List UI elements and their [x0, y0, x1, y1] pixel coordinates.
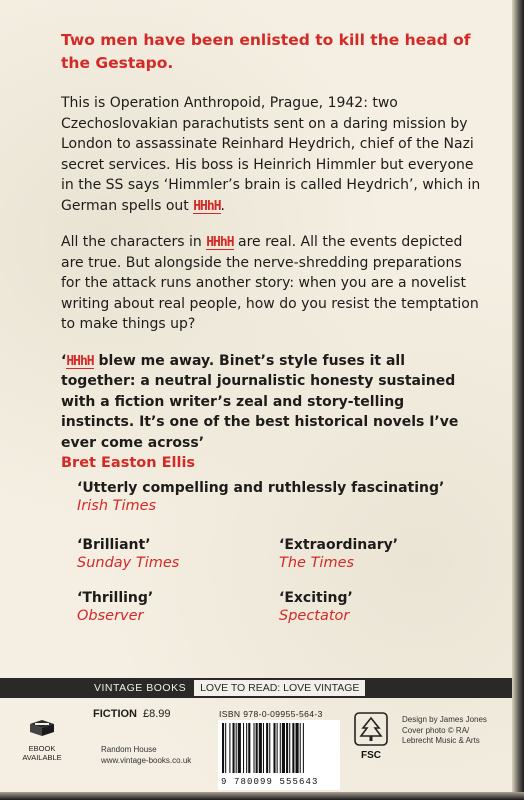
ebook-label-line2: AVAILABLE: [22, 753, 62, 762]
review-quote-source: The Times: [279, 555, 355, 571]
review-quote-spectator: [279, 590, 353, 624]
publisher-banner: [0, 678, 512, 698]
credit-photo-line2: Lebrecht Music & Arts: [402, 736, 480, 745]
review-quote-source: Sunday Times: [77, 555, 180, 571]
publisher-info: [101, 744, 191, 766]
synopsis-paragraph-1-text: This is Operation Anthropoid, Prague, 1942: two Czechoslovakian parachutists sent on a daring mission by London to assassinate Reinhard Heydrich, chief of the Nazi secret services. His boss is Heinrich Himmler but everyone in the SS says ‘Himmler’s brain is called Heydrich’, which in German spells out: [61, 95, 481, 214]
credit-photo-line1: Cover photo © RA/: [402, 725, 470, 735]
cover-credits: [402, 715, 487, 747]
back-cover-footer: [0, 698, 512, 792]
category-price: [93, 708, 171, 720]
review-quote-observer: [77, 590, 153, 624]
main-quote: [61, 351, 481, 454]
review-quote-text: ‘Exciting’: [279, 590, 353, 606]
ebook-device-icon: [27, 718, 57, 740]
hhhh-title-mark: HHhH: [66, 353, 94, 369]
publisher-website: www.vintage-books.co.uk: [101, 756, 192, 765]
review-quote-irish-times: [77, 480, 444, 514]
review-quote-source: Observer: [77, 608, 144, 624]
synopsis-paragraph-1-end: .: [220, 197, 225, 214]
synopsis-paragraph-1: [61, 93, 481, 216]
ebook-label-line1: EBOOK: [28, 744, 56, 753]
ebook-available-badge: [14, 718, 70, 762]
isbn-label: ISBN 978-0-09955-564-3: [219, 709, 323, 719]
vintage-books-brand: VINTAGE BOOKS: [94, 682, 187, 694]
review-quote-text: ‘Brilliant’: [77, 537, 151, 553]
review-quote-the-times: [279, 537, 398, 571]
review-quote-text: ‘Utterly compelling and ruthlessly fascinating’: [77, 480, 445, 496]
review-quote-text: ‘Extraordinary’: [279, 537, 399, 553]
synopsis-paragraph-2-text: are real. All the events depicted are true. But alongside the nerve-shredding preparations for the attack runs another story: when you are a novelist writing about real people, how do you resist the temptation to make things up?: [61, 234, 479, 332]
fsc-label: FSC: [361, 750, 381, 761]
fsc-logo: [353, 712, 389, 761]
barcode-digits: 9 780099 555643: [221, 777, 319, 787]
banner-tagline: LOVE TO READ: LOVE VINTAGE: [194, 680, 365, 696]
cover-text: [61, 29, 481, 485]
review-quote-text: ‘Thrilling’: [77, 590, 154, 606]
fsc-tree-icon: [354, 712, 388, 746]
main-quote-source: Bret Easton Ellis: [61, 455, 196, 471]
category-label: FICTION: [93, 708, 137, 720]
publisher-name: Random House: [101, 745, 157, 754]
book-edge-right: [512, 0, 524, 800]
hhhh-title-mark: HHhH: [206, 235, 234, 250]
headline: Two men have been enlisted to kill the head of the Gestapo.: [61, 31, 471, 72]
price-label: £8.99: [143, 708, 171, 720]
barcode-bars-icon: [218, 720, 340, 776]
synopsis-paragraph-2-start: All the characters in: [61, 234, 202, 250]
review-quote-source: Spectator: [279, 608, 350, 624]
credit-design: Design by James Jones: [402, 715, 487, 724]
review-quote-source: Irish Times: [77, 498, 157, 514]
main-quote-text: blew me away. Binet’s style fuses it all together: a neutral journalistic honesty sustained with a fiction writer’s zeal and story-telling instincts. It’s one of the best historical novels I’ve ever come across’: [61, 352, 459, 451]
main-quote-open: ‘: [61, 352, 67, 369]
review-quote-sunday-times: [77, 537, 179, 571]
book-edge-bottom: [0, 792, 524, 800]
hhhh-title-mark: HHhH: [193, 198, 221, 214]
synopsis-paragraph-2: [61, 232, 481, 335]
